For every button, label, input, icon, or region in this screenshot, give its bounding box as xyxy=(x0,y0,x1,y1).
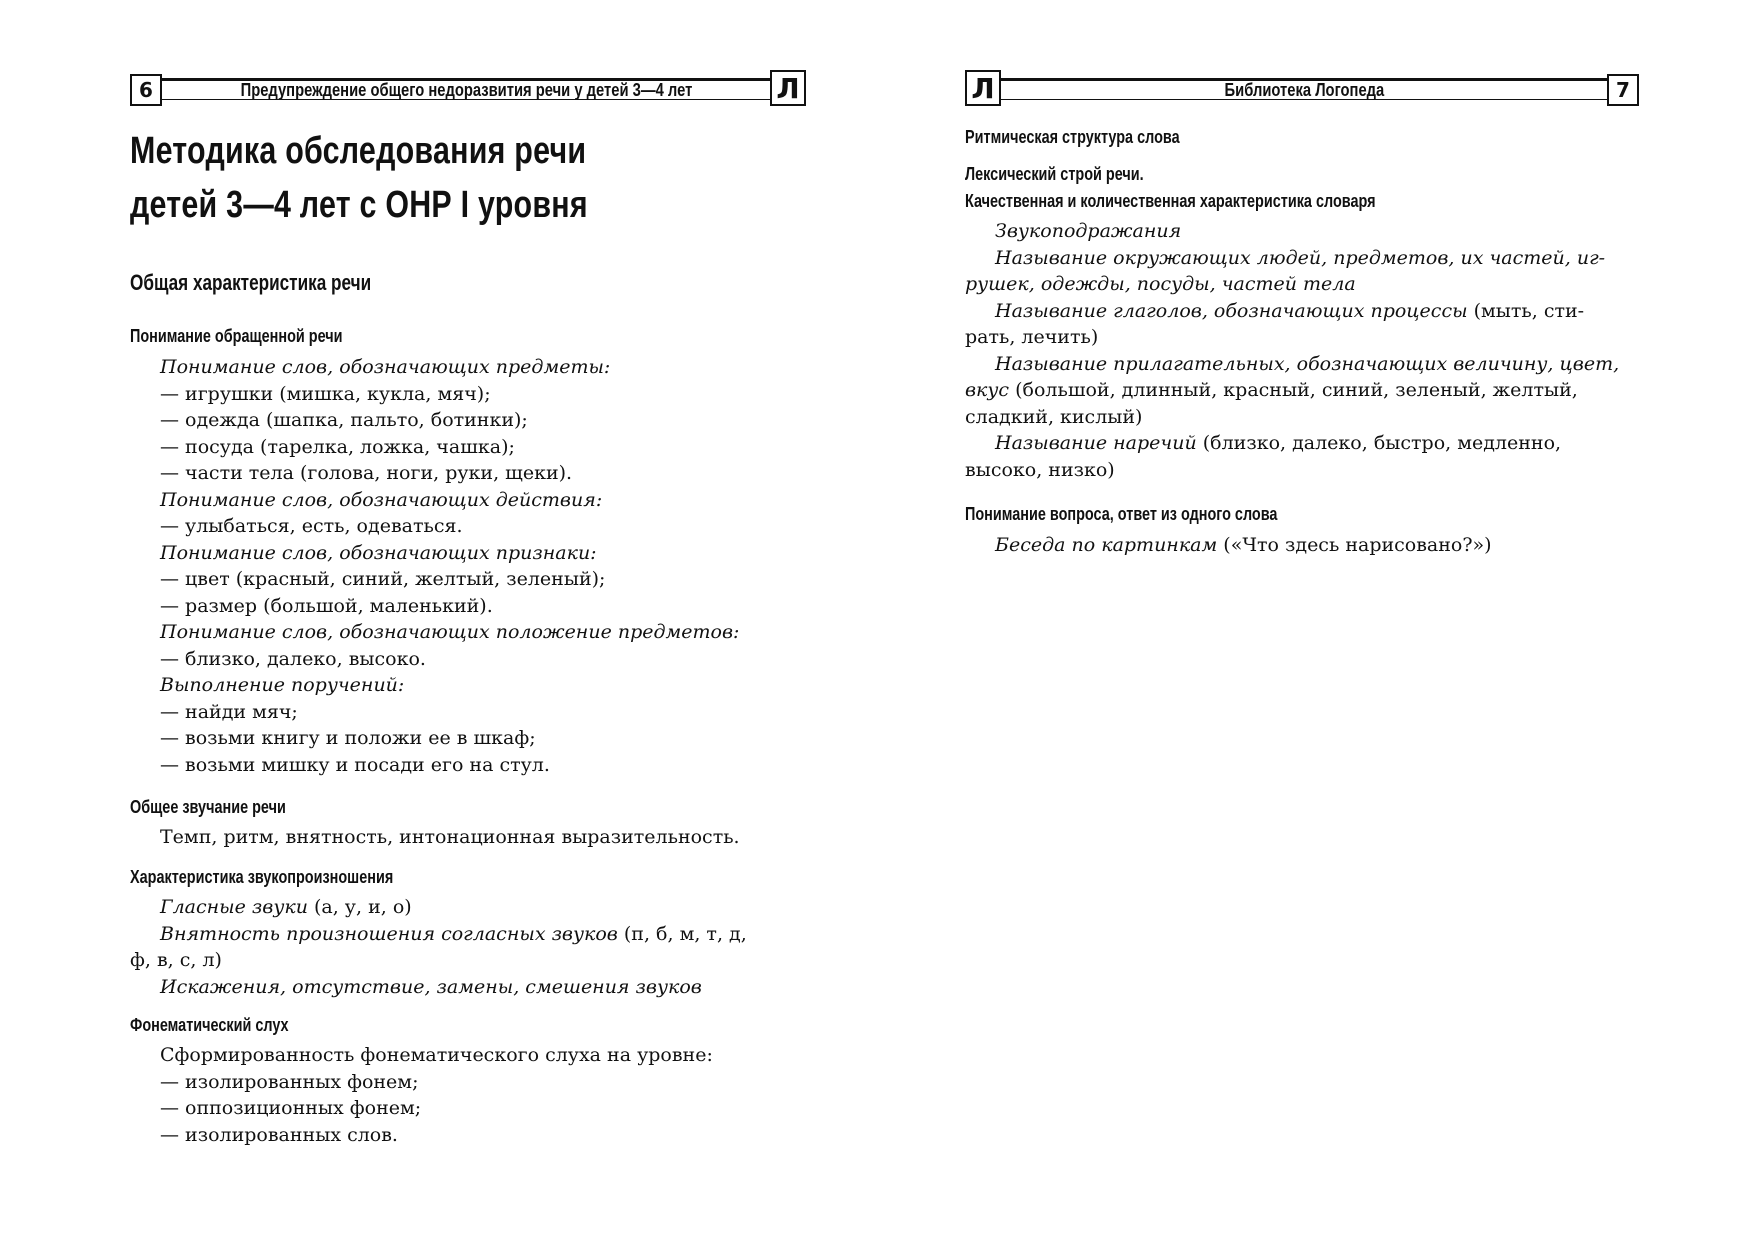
left-logo-letter: Л xyxy=(770,70,806,106)
right-logo-letter: Л xyxy=(965,70,1001,106)
list-item: — части тела (голова, ноги, руки, щеки). xyxy=(160,462,573,484)
list-item: — улыбаться, есть, одеваться. xyxy=(160,515,463,537)
question-text: Беседа по картинкам («Что здесь нарисовано?») xyxy=(995,534,1492,556)
subhead-vocabulary: Качественная и количественная характеристика словаря xyxy=(965,190,1376,211)
left-page-number: 6 xyxy=(130,74,162,106)
list-item: Понимание слов, обозначающих действия: xyxy=(160,488,603,511)
list-item: — возьми книгу и положи ее в шкаф; xyxy=(160,727,536,749)
page-title: Методика обследования речи детей 3—4 лет с ОНР I уровня xyxy=(130,130,588,226)
list-item: Понимание слов, обозначающих признаки: xyxy=(160,541,597,564)
list-item: — найди мяч; xyxy=(160,700,298,723)
subhead-pronunciation: Характеристика звукопроизношения xyxy=(130,866,394,887)
right-running-header xyxy=(965,70,1639,110)
subhead-rhythm: Ритмическая структура слова xyxy=(965,126,1180,147)
pronunciation-text: Гласные звуки (а, у, и, о) Внятность произношения согласных звуков (п, б, м, т, д, ф, в, с, л) Искажения, отсутствие, замены, смешения звуков xyxy=(130,896,747,998)
subhead-question: Понимание вопроса, ответ из одного слова xyxy=(965,503,1278,524)
subhead-lexical: Лексический строй речи. xyxy=(965,163,1144,184)
phonemic-hearing-list xyxy=(130,1042,713,1148)
list-item: — близко, далеко, высоко. xyxy=(160,647,426,670)
list-item: — оппозиционных фонем; xyxy=(160,1097,422,1119)
list-item: Понимание слов, обозначающих предметы: xyxy=(160,356,611,378)
subhead-understanding: Понимание обращенной речи xyxy=(130,325,343,346)
list-item: — одежда (шапка, пальто, ботинки); xyxy=(160,409,528,431)
right-page xyxy=(877,0,1754,1240)
general-sound-text: Темп, ритм, внятность, интонационная выразительность. xyxy=(160,826,740,848)
vocabulary-text: Звукоподражания Называние окружающих людей, предметов, их частей, иг- рушек, одежды, посуды, частей тела Называние глаголов, обозначающих процессы (мыть, сти- рать, лечить) Называние прилагательных, обозначающих величину, цвет, вкус (большой, длинный, красный, синий, зеленый, желтый, сладкий, кислый) Называние наречий (близко, далеко, быстро, медленно, высоко, низко) xyxy=(965,220,1620,481)
list-item: Выполнение поручений: xyxy=(160,674,405,696)
section-title: Общая характеристика речи xyxy=(130,270,372,295)
right-running-title: Библиотека Логопеда xyxy=(1001,78,1607,100)
left-running-header xyxy=(130,70,808,110)
subhead-general-sound: Общее звучание речи xyxy=(130,796,286,817)
understanding-list xyxy=(130,354,739,778)
subhead-phonemic-hearing: Фонематический слух xyxy=(130,1014,289,1035)
list-item: Понимание слов, обозначающих положение предметов: xyxy=(160,621,740,643)
list-item: — изолированных фонем; xyxy=(160,1070,419,1093)
list-item: — посуда (тарелка, ложка, чашка); xyxy=(160,435,515,458)
list-item: Сформированность фонематического слуха на уровне: xyxy=(160,1044,713,1066)
right-page-number: 7 xyxy=(1607,74,1639,106)
list-item: — игрушки (мишка, кукла, мяч); xyxy=(160,382,491,405)
list-item: — возьми мишку и посади его на стул. xyxy=(160,753,550,776)
left-running-title: Предупреждение общего недоразвития речи у детей 3—4 лет xyxy=(162,78,770,100)
list-item: — размер (большой, маленький). xyxy=(160,594,493,617)
list-item: — цвет (красный, синий, желтый, зеленый); xyxy=(160,568,606,590)
list-item: — изолированных слов. xyxy=(160,1123,398,1146)
